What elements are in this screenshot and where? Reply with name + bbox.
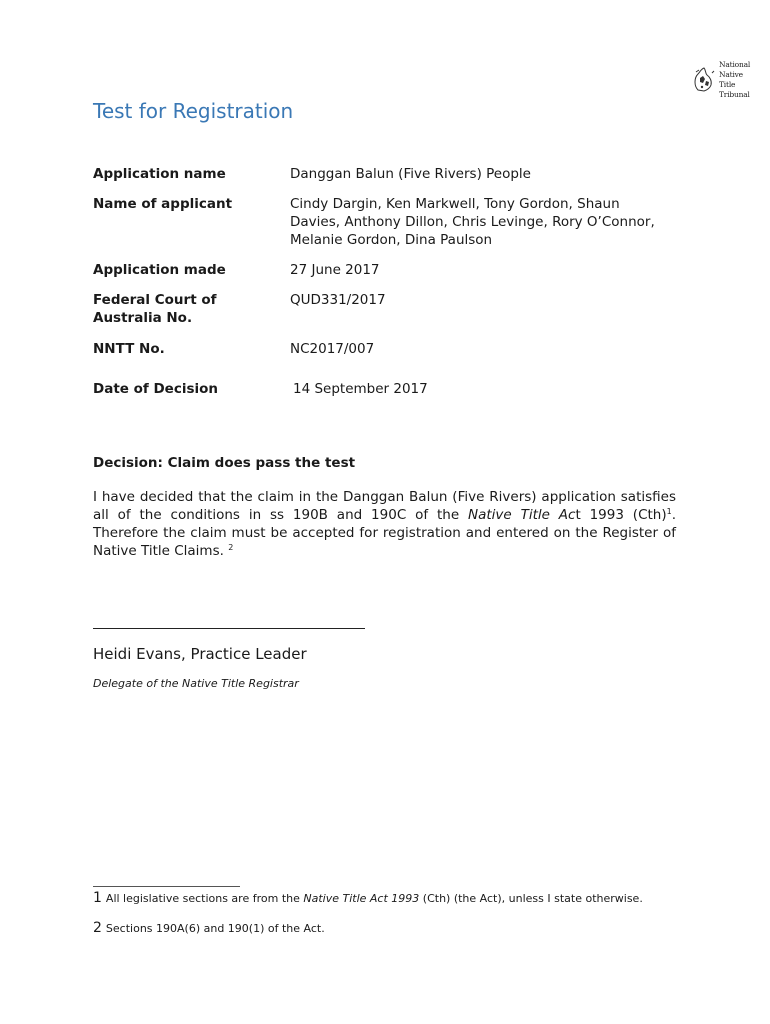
footnote-text: (Cth) (the Act), unless I state otherwise.	[419, 892, 643, 905]
logo-line: National	[719, 60, 751, 69]
detail-value: NC2017/007	[290, 341, 375, 357]
decision-heading: Decision: Claim does pass the test	[93, 455, 356, 471]
footnote-ref-1[interactable]: 1	[666, 507, 672, 516]
signatory-role: Delegate of the Native Title Registrar	[93, 677, 299, 690]
decision-text: t 1993 (Cth)	[575, 507, 667, 523]
nntt-logo	[692, 60, 754, 99]
detail-value: QUD331/2017	[290, 292, 386, 308]
detail-label: Federal Court of Australia No.	[93, 292, 217, 326]
footnote-act-name: Native Title Act 1993	[303, 892, 420, 905]
detail-label: Application made	[93, 262, 226, 278]
footnote-number: 1	[93, 890, 102, 906]
detail-value: Danggan Balun (Five Rivers) People	[290, 166, 531, 182]
logo-line: Tribunal	[719, 90, 750, 99]
detail-value: Cindy Dargin, Ken Markwell, Tony Gordon, Shaun Davies, Anthony Dillon, Chris Levinge, Rory O’Connor, Melanie Gordon, Dina Paulson	[290, 196, 655, 248]
footnote-ref-2[interactable]: 2	[228, 543, 234, 552]
footnote-1	[93, 891, 643, 906]
footnote-text: Sections 190A(6) and 190(1) of the Act.	[105, 922, 325, 935]
decision-paragraph	[93, 488, 676, 560]
page-title: Test for Registration	[93, 99, 294, 123]
logo-line: Native Title	[719, 70, 743, 89]
footnote-separator	[93, 886, 240, 887]
detail-value: 14 September 2017	[293, 381, 428, 397]
logo-text	[719, 60, 754, 100]
detail-value: 27 June 2017	[290, 262, 380, 278]
crest-icon	[692, 64, 718, 94]
signature-line	[93, 628, 365, 629]
detail-label: Date of Decision	[93, 381, 219, 397]
detail-label: Name of applicant	[93, 196, 233, 212]
decision-text: I have decided that the claim in the Danggan Balun (Five Rivers) application satisfies all of the conditions in ss 190B and 190C of the	[93, 489, 676, 523]
footnote-text: All legislative sections are from the	[105, 892, 304, 905]
footnote-number: 2	[93, 920, 102, 936]
decision-text: . Therefore the claim must be accepted for registration and entered on the Register of Native Title Claims.	[93, 507, 677, 559]
act-name: Native Title Ac	[468, 507, 576, 523]
signatory-name: Heidi Evans, Practice Leader	[93, 645, 307, 663]
detail-label: Application name	[93, 166, 226, 182]
detail-label: NNTT No.	[93, 341, 165, 357]
footnote-2	[93, 921, 325, 936]
